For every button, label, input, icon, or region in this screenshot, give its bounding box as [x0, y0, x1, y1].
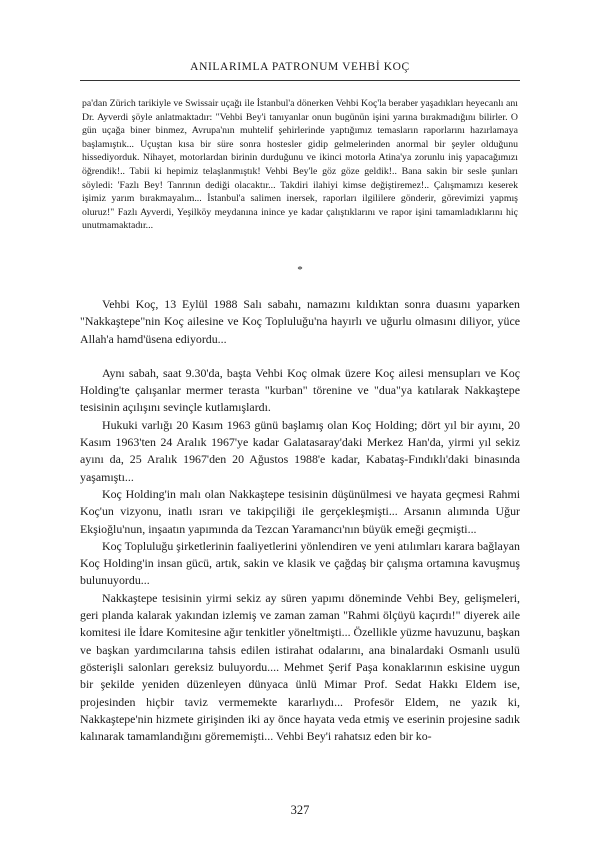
- running-header: ANILARIMLA PATRONUM VEHBİ KOÇ: [190, 61, 410, 73]
- header-rule: [80, 80, 520, 81]
- quote-block: [82, 97, 518, 233]
- body-paragraph: Koç Topluluğu şirketlerinin faaliyetlerini yönlendiren ve yeni atılımları karara bağlayan Koç Holding'in insan gücü, artık, sakin ve klasik ve çağdaş bir çalışma ortamına kavuşmuş bulunuyordu...: [80, 538, 520, 588]
- body-paragraph: Vehbi Koç, 13 Eylül 1988 Salı sabahı, namazını kıldıktan sonra duasını yaparken "Nakkaştepe"nin Koç ailesine ve Koç Topluluğu'na hayırlı ve uğurlu olmasını diliyor, yüce Allah'a hamd'üsena ediyordu...: [80, 297, 520, 346]
- body-paragraph: Nakkaştepe tesisinin yirmi sekiz ay süren yapımı döneminde Vehbi Bey, gelişmeleri, geri planda kalarak yakından izlemiş ve zaman zaman "Rahmi ölçüyü kaçırdı!" diyerek aile komitesi ile İdare Komitesine ağır tenkitler yöneltmişti... Özellikle yüzme havuzunu, başkan ve başkan yardımcılarına tahsis edilen istirahat odalarını, ana binalardaki Osmanlı usulü gösterişli salonları gereksiz buluyordu.... Mehmet Şerif Paşa konaklarının eskisine uygun bir şekilde yeniden düzenleyen dünyaca ünlü Mimar Prof. Sedat Hakkı Eldem ise, projesinden hiçbir taviz vermemekte kararlıydı... Profesör Eldem, ne yazık ki, Nakkaştepe'nin hizmete girişinden iki ay önce hayata veda etmiş ve eserinin projesine sadık kalınarak tamamlandığını görememişti... Vehbi Bey'i rahatsız eden bir ko-: [80, 590, 520, 744]
- quote-paragraph: pa'dan Zürich tarikiyle ve Swissair uçağı ile İstanbul'a dönerken Vehbi Koç'la beraber yaşadıkları heyecanlı anı Dr. Ayverdi şöyle anlatmaktadır: "Vehbi Bey'i tanıyanlar onun bugünün işini yarına bırakmadığını bilirler. O gün uçağa biner binmez, Avrupa'nın muhtelif şehirlerinde yaptığımız temasların raporlarını hazırlamaya başlamıştık... Uçuştan kısa bir süre sonra hostesler gidip gelmelerinden anormal bir şeyler olduğunu hissediyorduk. Nihayet, motorlardan birinin durduğunu ve ikinci motorla Atina'ya zorunlu iniş yapacağımızı öğrendik!.. Tabii ki hepimiz telaşlanmıştık! Vehbi Bey'le göz göze geldik!.. Bana sakin bir sesle şunları söyledi: 'Fazlı Bey! Tanrının dediği olacaktır... Takdiri ilahiyi kimse değiştiremez!.. Çalışmamızı keserek işimiz yarım bırakmayalım... İstanbul'a salimen inersek, raporları ilgililere gönderir, görevimizi yapmış oluruz!" Fazlı Ayverdi, Yeşilköy meydanına inince ye kadar çalıştıklarını ve rapor işini tamamladıklarını hiç unutmamaktadır...: [82, 98, 518, 232]
- body-paragraph: Hukuki varlığı 20 Kasım 1963 günü başlamış olan Koç Holding; dört yıl bir ayını, 20 Kasım 1963'ten 24 Aralık 1967'ye kadar Galatasaray'daki Merkez Han'da, yirmi yıl sekiz ayını da, 25 Aralık 1967'den 20 Ağustos 1988'e kadar, Kabataş-Fındıklı'daki binasında yaşamıştı...: [80, 417, 520, 484]
- page-number: 327: [290, 803, 310, 817]
- section-separator: *: [297, 264, 303, 276]
- body-paragraph: Aynı sabah, saat 9.30'da, başta Vehbi Koç olmak üzere Koç ailesi mensupları ve Koç Holding'te çalışanlar mermer terasta "kurban" törenine ve "dua"ya katılarak Nakkaştepe tesisinin açılışını sevinçle kutlamışlardı.: [80, 365, 520, 415]
- body-paragraph: Koç Holding'in malı olan Nakkaştepe tesisinin düşünülmesi ve hayata geçmesi Rahmi Koç'un vizyonu, inatlı ısrarı ve takipçiliği ile gerçekleşmişti... Arsanın alımında Uğur Ekşioğlu'nun, inşaatın yapımında da Tezcan Yaramancı'nın büyük emeği geçmişti...: [80, 486, 520, 536]
- body-text: [80, 296, 520, 745]
